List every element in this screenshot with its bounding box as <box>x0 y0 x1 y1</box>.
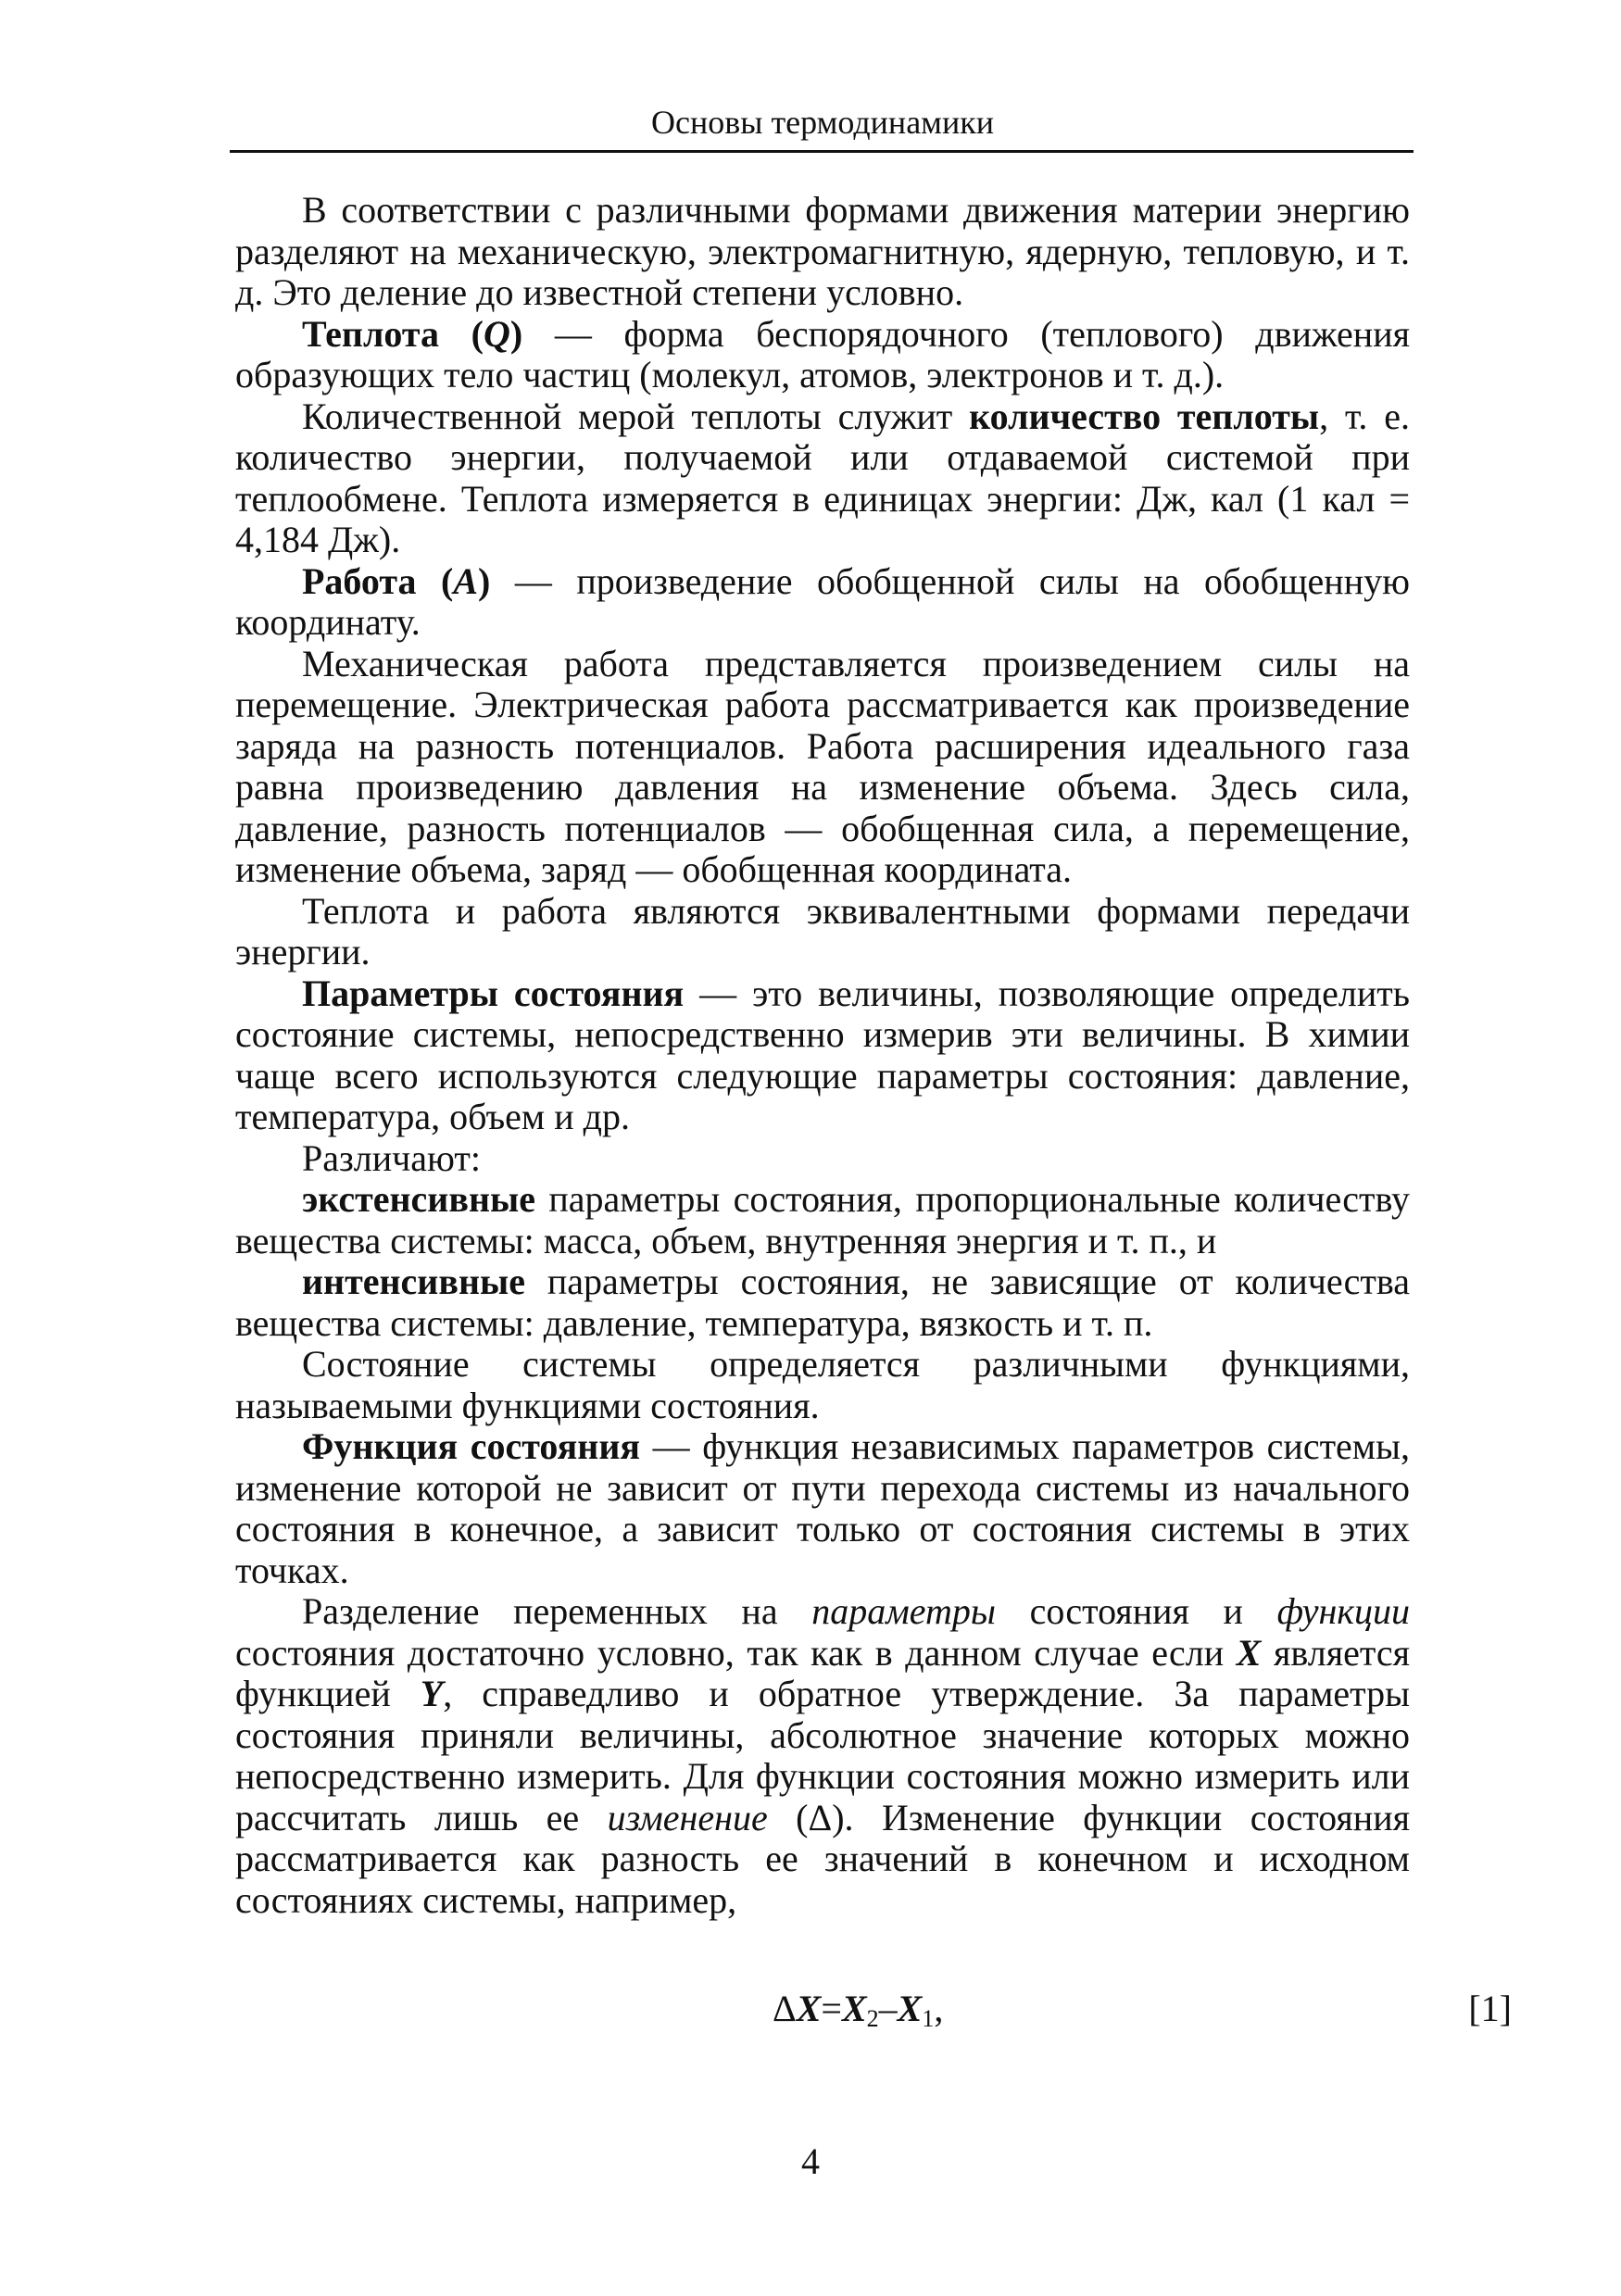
term-state-parameters: Параметры состояния <box>302 972 685 1014</box>
term-heat-quantity: количество теплоты <box>969 395 1320 437</box>
header-rule <box>230 150 1414 153</box>
page-number: 4 <box>801 2140 820 2182</box>
paragraph-heat-work-equivalence: Теплота и работа являются эквивалентными формами передачи энергии. <box>235 889 1410 972</box>
paragraph-state-function-definition: Функция состояния — функция независимых параметров системы, изменение которой не зависит от пути перехода системы из начального состояния в конечное, а зависит только от состояния системы в этих точках. <box>235 1425 1410 1591</box>
equation-number: [1] <box>1468 1988 1512 2029</box>
paragraph-heat-definition: Теплота (Q) — форма беспорядочного (теплового) движения образующих тело частиц (молекул, атомов, электронов и т. д.). <box>235 312 1410 395</box>
paragraph-state-functions-intro: Состояние системы определяется различными функциями, называемыми функциями состояния. <box>235 1343 1410 1426</box>
page-body <box>235 190 1410 1921</box>
paragraph-intensive: интенсивные параметры состояния, не зависящие от количества вещества системы: давление, температура, вязкость и т. п. <box>235 1261 1410 1344</box>
paragraph-extensive: экстенсивные параметры состояния, пропорциональные количеству вещества системы: масса, объем, внутренняя энергия и т. п., и <box>235 1178 1410 1261</box>
term-intensive: интенсивные <box>302 1261 525 1302</box>
paragraph-distinguish: Различают: <box>302 1136 481 1179</box>
paragraph-work-definition: Работа (A) — произведение обобщенной силы на обобщенную координату. <box>235 559 1410 643</box>
equation-delta-x <box>235 1987 1512 2033</box>
paragraph-variable-separation: Разделение переменных на параметры состояния и функции состояния достаточно условно, так как в данном случае если X является функцией Y, справедливо и обратное утверждение. За параметры состояния приняли величины, абсолютное значение которых можно непосредственно измерить. Для функции состояния можно измерить или рассчитать лишь ее изменение (Δ). Изменение функции состояния рассматривается как разность ее значений в конечном и исходном состояниях системы, например, <box>235 1590 1411 1921</box>
paragraph-heat-quantity: Количественной мерой теплоты служит количество теплоты, т. е. количество энергии, получаемой или отдаваемой системой при теплообмене. Теплота измеряется в единицах энергии: Дж, кал (1 кал = 4,184 Дж). <box>235 395 1410 560</box>
term-work: Работа (A) <box>302 559 491 602</box>
paragraph-work-types: Механическая работа представляется произведением силы на перемещение. Электрическая работа рассматривается как произведение заряда на разность потенциалов. Работа расширения идеального газа равна произведению давления на изменение объема. Здесь сила, давление, разность потенциалов — обобщенная сила, а перемещение, изменение объема, заряд — обобщенная координата. <box>235 642 1410 890</box>
paragraph-energy-forms: В соответствии с различными формами движения материи энергию разделяют на механическую, электромагнитную, ядерную, тепловую, и т. д. Это деление до известной степени условно. <box>235 189 1410 313</box>
term-state-function: Функция состояния <box>302 1425 641 1467</box>
paragraph-state-parameters: Параметры состояния — это величины, позволяющие определить состояние системы, непосредственно измерив эти величины. В химии чаще всего используются следующие параметры состояния: давление, температура, объем и др. <box>235 972 1411 1137</box>
term-heat: Теплота (Q) <box>302 312 523 355</box>
equation-expression: $\Delta X=X_2-X_1$, <box>773 1988 944 2032</box>
term-extensive: экстенсивные <box>302 1178 535 1220</box>
running-header: Основы термодинамики <box>651 104 994 141</box>
